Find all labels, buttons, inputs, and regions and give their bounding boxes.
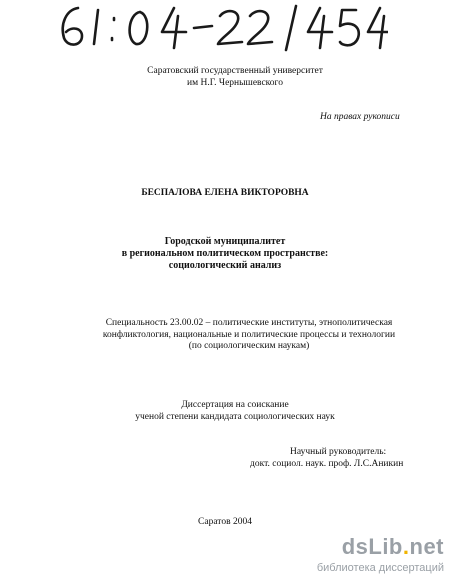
handwritten-code: [58, 2, 388, 52]
title-line-3: социологический анализ: [168, 260, 282, 271]
rights-note: На правах рукописи: [320, 112, 400, 122]
city-year: Саратов 2004: [198, 517, 252, 527]
university-line-2: им Н.Г. Чернышевского: [187, 77, 283, 88]
specialty: [84, 318, 414, 353]
title-line-2: в региональном политическом пространстве:: [121, 248, 329, 259]
watermark-logo: [342, 534, 444, 560]
author-name: БЕСПАЛОВА ЕЛЕНА ВИКТОРОВНА: [141, 188, 309, 198]
university-name: [120, 66, 350, 89]
specialty-line-1: Специальность 23.00.02 – политические институты, этнополитическая: [105, 318, 393, 328]
dissertation-degree: [115, 400, 355, 423]
dslib-watermark: [274, 534, 444, 578]
watermark-subtitle: библиотека диссертаций: [316, 562, 444, 574]
specialty-line-3: (по социологическим наукам): [188, 341, 310, 351]
degree-line-2: ученой степени кандидата социологических наук: [135, 411, 335, 422]
supervisor: [250, 447, 410, 470]
watermark-logo-main: dsLib: [341, 534, 403, 559]
specialty-line-2: конфликтология, национальные и политические процессы и технологии: [102, 329, 396, 340]
watermark-logo-dot: .: [402, 534, 410, 559]
dissertation-title: [0, 236, 450, 272]
university-line-1: Саратовский государственный университет: [147, 66, 323, 76]
supervisor-name: докт. социол. наук. проф. Л.С.Аникин: [250, 458, 404, 469]
degree-line-1: Диссертация на соискание: [181, 400, 289, 410]
title-line-1: Городской муниципалитет: [164, 236, 286, 247]
watermark-logo-tld: net: [409, 534, 444, 559]
supervisor-label: Научный руководитель:: [290, 447, 387, 457]
